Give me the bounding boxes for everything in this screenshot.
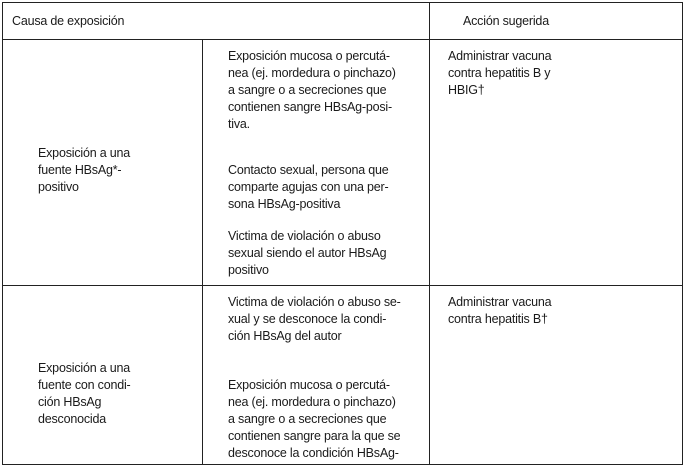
row2-action: Administrar vacuna contra hepatitis B†	[448, 295, 552, 326]
row2-cause: Exposición a una fuente con condi- ción HBsAg desconocida	[38, 361, 131, 426]
table-border-left	[2, 2, 3, 465]
row1-action: Administrar vacuna contra hepatitis B y HBIG†	[448, 49, 552, 97]
col-divider-action	[429, 2, 430, 465]
header-action: Acción sugerida	[463, 14, 549, 28]
row1-detail-3: Victima de violación o abuso sexual siendo el autor HBsAg positivo	[228, 229, 387, 277]
row1-detail-1: Exposición mucosa o percutá- nea (ej. mordedura o pinchazo) a sangre o a secreciones que contienen sangre HBsAg-posi- tiva.	[228, 49, 396, 131]
table-border-bottom	[2, 464, 682, 465]
table-border-right	[682, 2, 683, 465]
row1-detail-2: Contacto sexual, persona que comparte agujas con una per- sona HBsAg-positiva	[228, 163, 389, 211]
row1-cause: Exposición a una fuente HBsAg*- positivo	[38, 146, 131, 194]
row2-detail-2: Exposición mucosa o percutá- nea (ej. mordedura o pinchazo) a sangre o a secreciones que contienen sangre para la que se desconoce la condición HBsAg-	[228, 378, 401, 460]
header-divider	[2, 39, 682, 40]
col-divider-details	[202, 39, 203, 465]
row-divider	[2, 285, 682, 286]
table-border-top	[2, 2, 682, 3]
header-cause: Causa de exposición	[12, 14, 125, 28]
row2-detail-1: Victima de violación o abuso se- xual y se desconoce la condi- ción HBsAg del autor	[228, 295, 401, 343]
